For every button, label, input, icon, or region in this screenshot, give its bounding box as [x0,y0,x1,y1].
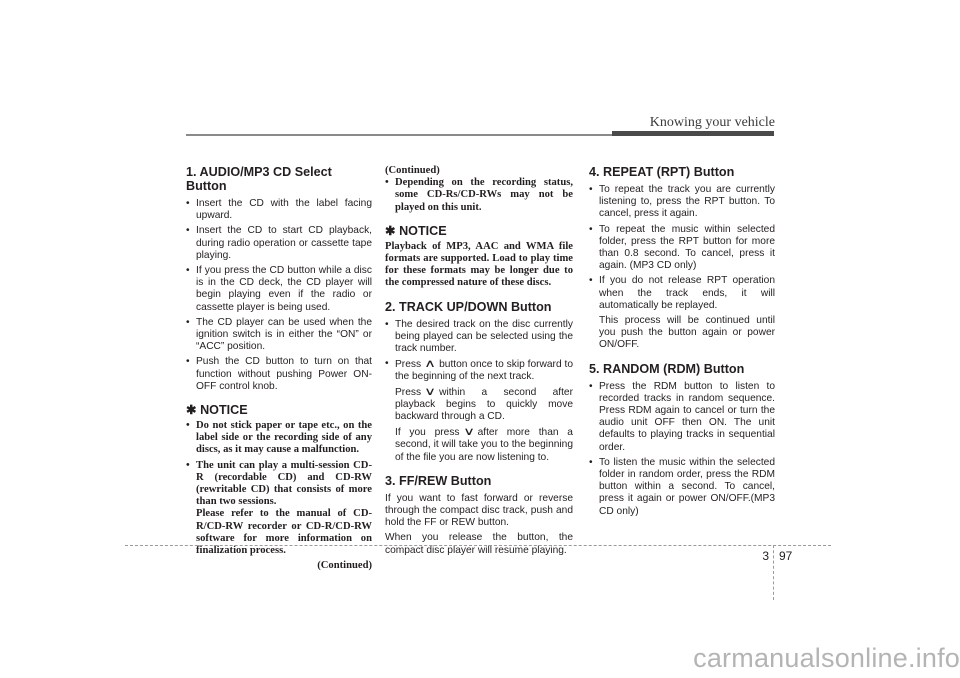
column-3 [589,165,775,521]
header-rule-thick [612,131,774,136]
column-1 [186,165,372,572]
column-2 [385,165,573,560]
list-item: • To repeat the music within selected folder, press the RPT button for more than 0.8 second. To cancel, press it again. (MP3 CD only) [589,224,775,273]
ff-rew-paragraph-2: When you release the button, the compact disc player will resume playing. [385,532,573,556]
list-item: • Insert the CD with the label facing upward. [186,198,372,222]
track-down-paragraph-2: If you press ∨ after more than a second, it will take you to the beginning of the file you are now listening to. [395,425,573,463]
asterisk-icon: ✱ [186,403,197,418]
page-number: 97 [779,549,793,563]
repeat-paragraph: This process will be continued until you push the button again or power ON/OFF. [599,315,775,351]
continued-label: (Continued) [385,165,440,176]
section-title-ff-rew: 3. FF/REW Button [385,473,492,488]
list-item: • If you press the CD button while a disc is in the CD deck, the CD player will begin playing even if the radio or cassette player is being used. [186,265,372,314]
list-item: • To repeat the track you are currently listening to, press the RPT button. To cancel, press it again. [589,184,775,221]
header-rule-thin [186,134,613,136]
track-down-paragraph: Press ∨ within a second after playback begins to quickly move backward through a CD. [395,384,573,423]
list-item: • Insert the CD to start CD playback, during radio operation or cassette tape playing. [186,225,372,262]
list-item: • If you do not release RPT operation when the track ends, it will automatically be replayed. [589,275,775,312]
section-title-audio-mp3: 1. AUDIO/MP3 CD Select Button [186,165,332,193]
random-list [589,381,775,518]
notice-heading [385,224,573,238]
section-title-repeat: 4. REPEAT (RPT) Button [589,165,735,179]
list-item: • The unit can play a multi-session CD-R (recordable CD) and CD-RW (rewritable CD) that consists of more than two sessions. [186,460,372,509]
continued-list [385,177,573,214]
ff-rew-paragraph: If you want to fast forward or reverse through the compact disc track, push and hold the FF or REW button. [385,492,573,529]
watermark: carmanualsonline.info [693,643,960,673]
header-title: Knowing your vehicle [649,115,775,130]
track-up-icon: ∧ [424,357,437,371]
footer-divider [125,545,831,546]
track-list [385,319,573,384]
list-item: • The desired track on the disc currently being played can be selected using the track number. [385,319,573,356]
list-item: • Push the CD button to turn on that function without pushing Power ON-OFF control knob. [186,356,372,393]
section-title-track: 2. TRACK UP/DOWN Button [385,299,552,314]
notice-list [186,420,372,508]
repeat-list [589,184,775,312]
list-item: • The CD player can be used when the ignition switch is in either the “ON” or “ACC” position. [186,317,372,354]
list-item: • To listen the music within the selected folder in random order, press the RDM button within a second. To cancel, press it again or power ON/OFF.(MP3 CD only) [589,457,775,518]
list-item: • Press ∧ button once to skip forward to the beginning of the next track. [385,358,573,383]
notice-label: NOTICE [399,223,447,238]
notice-paragraph: Playback of MP3, AAC and WMA file formats are supported. Load to play time for these formats may be longer due to the compressed nature of these discs. [385,240,573,289]
continued-label: (Continued) [317,560,372,572]
notice-label: NOTICE [200,403,248,418]
notice-heading [186,403,372,417]
list-item: • Press the RDM button to listen to recorded tracks in random sequence. Press RDM again to cancel or turn the audio unit OFF then ON. The unit defaults to playing tracks in sequential order. [589,381,775,454]
track-down-icon: ∨ [424,384,437,398]
list-item: • Do not stick paper or tape etc., on the label side or the recording side of any discs, as it may cause a malfunction. [186,420,372,457]
notice-paragraph: Please refer to the manual of CD-R/CD-RW recorder or CD-R/CD-RW software for more information on finalization process. [196,508,372,557]
section-title-random: 5. RANDOM (RDM) Button [589,361,745,376]
audio-mp3-list [186,198,372,393]
page-number-divider [773,545,774,600]
chapter-number: 3 [762,549,769,563]
asterisk-icon: ✱ [385,223,396,238]
track-down-icon: ∨ [462,425,475,439]
list-item: • Depending on the recording status, some CD-Rs/CD-RWs may not be played on this unit. [385,177,573,214]
